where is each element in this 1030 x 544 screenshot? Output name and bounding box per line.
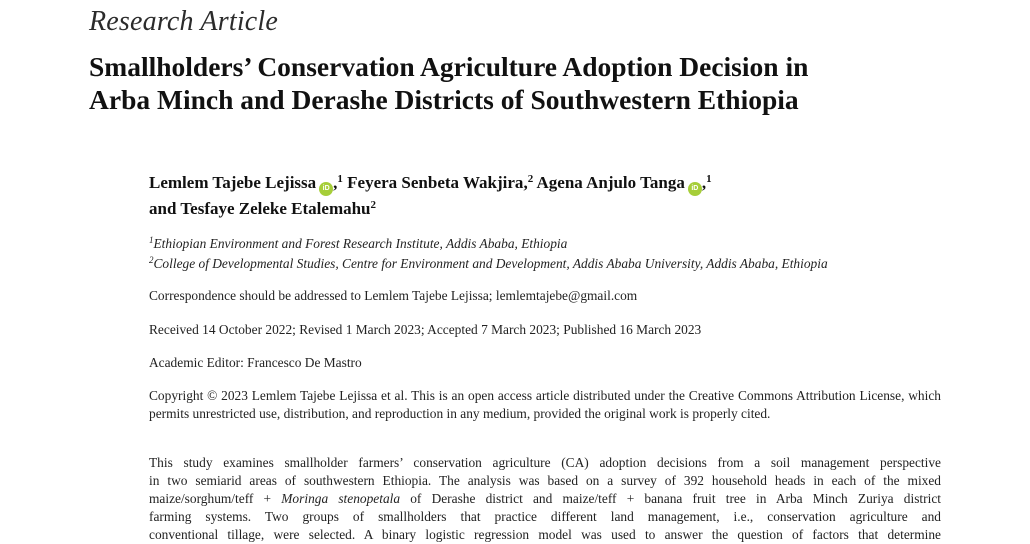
- species-name: Moringa stenopetala: [281, 491, 401, 506]
- affiliation-item: [149, 254, 969, 274]
- abstract: [149, 454, 941, 544]
- affiliation-item: [149, 234, 969, 254]
- affiliations: [149, 234, 969, 274]
- affiliation-number: 1: [149, 235, 154, 245]
- orcid-icon[interactable]: iD: [319, 182, 333, 196]
- author-line: Lemlem Tajebe Lejissa iD ,$^1$ Feyera Senbeta Wakjira,$^2$ Agena Anjulo Tanga iD ,$^1$: [149, 170, 949, 196]
- author-list: [149, 170, 949, 222]
- abstract-line: farming systems. Two groups of smallholders that practice different land management, i.e., conservation agriculture and: [149, 509, 941, 524]
- abstract-text: of Derashe district and maize/teff + banana fruit tree in Arba Minch Zuriya district: [400, 491, 941, 506]
- author-affiliation-marker: 1: [706, 173, 712, 185]
- author-name: Lemlem Tajebe Lejissa: [149, 173, 317, 192]
- author-connector: and: [149, 199, 177, 218]
- abstract-line: [149, 490, 941, 508]
- publication-dates: Received 14 October 2022; Revised 1 March 2023; Accepted 7 March 2023; Published 16 March 2023: [149, 322, 702, 337]
- article-type-label: Research Article: [89, 6, 279, 37]
- abstract-line: This study examines smallholder farmers’ conservation agriculture (CA) adoption decisions from a soil management perspective: [149, 455, 941, 470]
- author-name: Feyera Senbeta Wakjira: [347, 173, 524, 192]
- author-name: Agena Anjulo Tanga: [536, 173, 685, 192]
- author-affiliation-marker: 2: [370, 199, 377, 211]
- author-line: [149, 196, 949, 222]
- article-title: [89, 50, 989, 116]
- orcid-icon[interactable]: iD: [688, 182, 702, 196]
- title-line: Arba Minch and Derashe Districts of Southwestern Ethiopia: [89, 84, 799, 115]
- abstract-text: maize/sorghum/teff +: [149, 491, 282, 506]
- affiliation-text: College of Developmental Studies, Centre for Environment and Development, Addis Ababa University, Addis Ababa, Ethiopia: [153, 256, 828, 271]
- abstract-line: in two semiarid areas of southwestern Ethiopia. The analysis was based on a survey of 392 household heads in each of the mixed: [149, 473, 941, 488]
- author-name: Tesfaye Zeleke Etalemahu: [180, 199, 371, 218]
- academic-editor: Academic Editor: Francesco De Mastro: [149, 355, 362, 370]
- affiliation-number: 2: [149, 255, 154, 265]
- correspondence-line: Correspondence should be addressed to Lemlem Tajebe Lejissa; lemlemtajebe@gmail.com: [149, 288, 638, 303]
- affiliation-text: Ethiopian Environment and Forest Research Institute, Addis Ababa, Ethiopia: [153, 236, 568, 251]
- title-line: Smallholders’ Conservation Agriculture Adoption Decision in: [89, 51, 809, 82]
- author-affiliation-marker: 2: [527, 173, 534, 185]
- author-affiliation-marker: 1: [337, 173, 343, 185]
- copyright-notice: Copyright © 2023 Lemlem Tajebe Lejissa et al. This is an open access article distributed under the Creative Commons Attribution License, which permits unrestricted use, distribution, and reproduction in any medium, provided the original work is properly cited.: [149, 388, 941, 421]
- abstract-line: conventional tillage, were selected. A binary logistic regression model was used to answer the question of factors that determine: [149, 527, 941, 542]
